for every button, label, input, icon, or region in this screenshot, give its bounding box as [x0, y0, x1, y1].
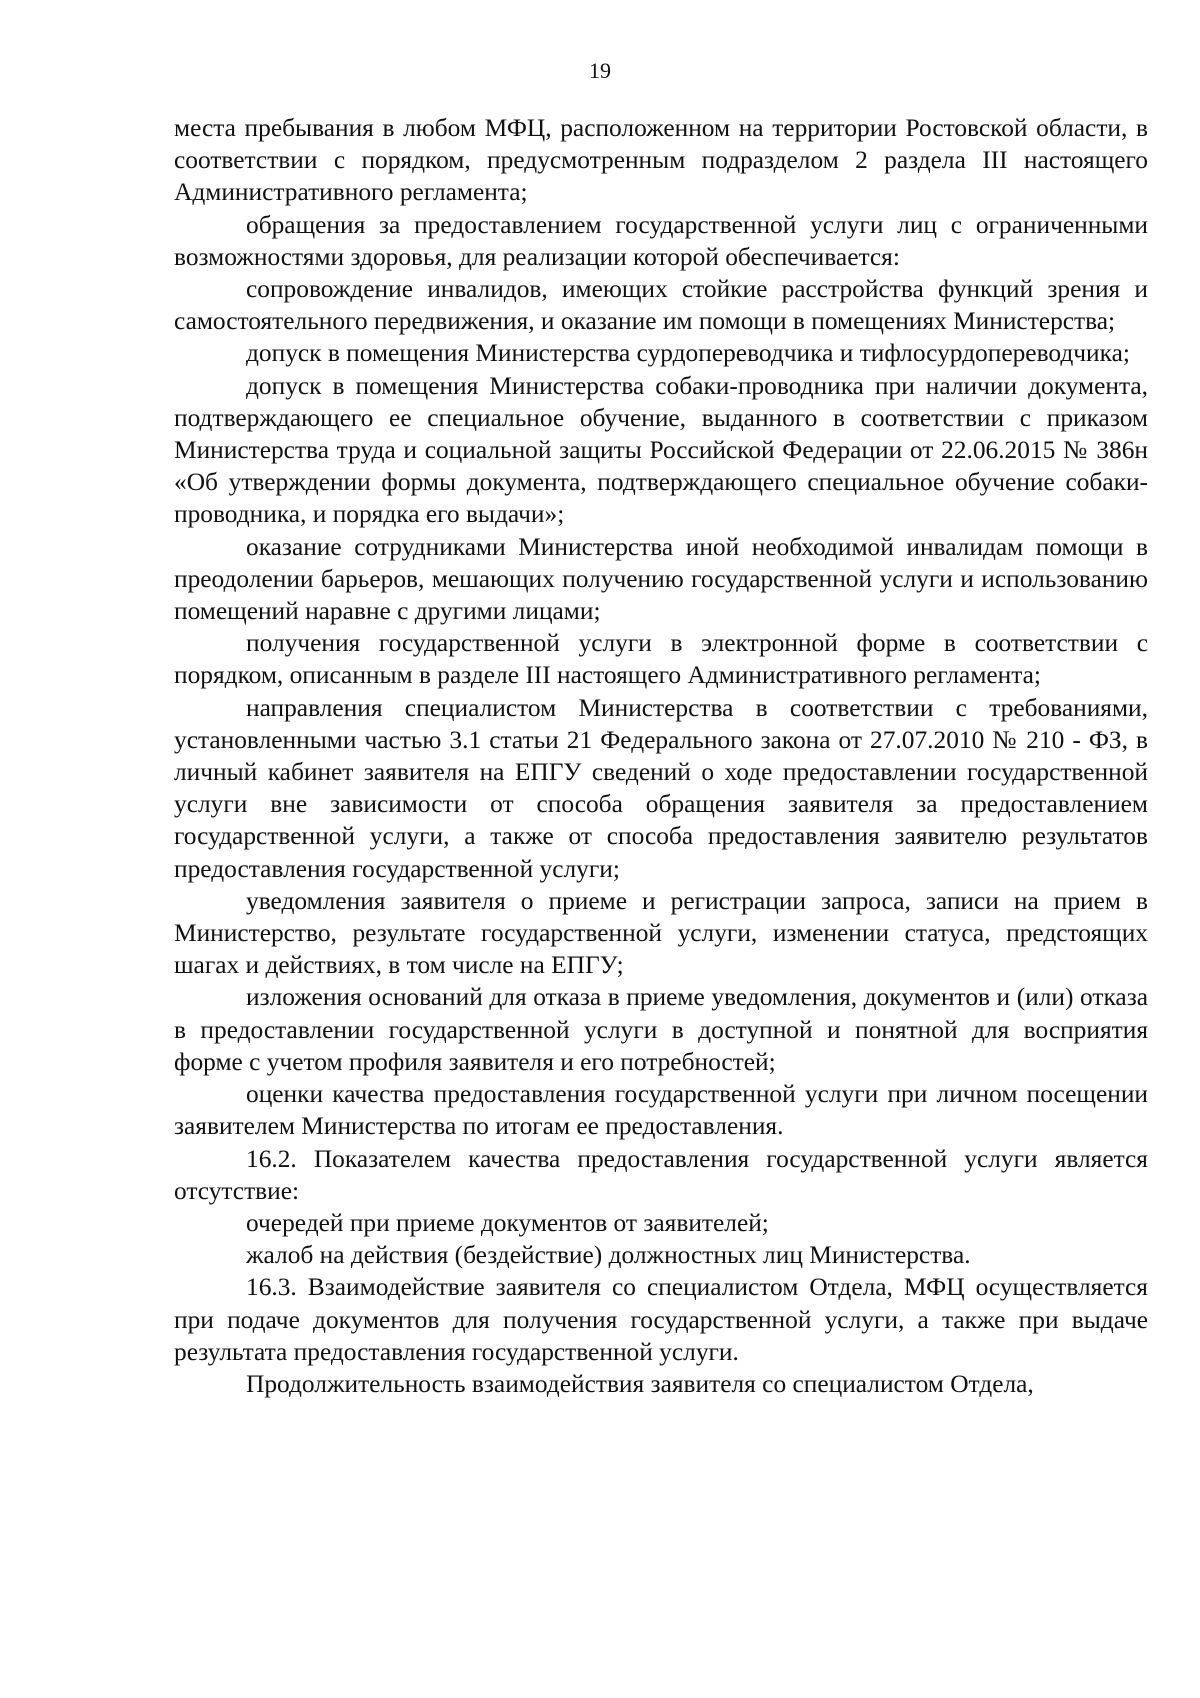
page-number: 19 — [589, 58, 611, 83]
paragraph: сопровождение инвалидов, имеющих стойкие расстройства функций зрения и самостоятельного передвижения, и оказание им помощи в помещениях Министерства; — [174, 275, 1148, 336]
paragraph: направления специалистом Министерства в соответствии с требованиями, установленными частью 3.1 статьи 21 Федерального закона от 27.07.2010 № 210 - ФЗ, в личный кабинет заявителя на ЕПГУ сведений о ходе предоставлении государственной услуги вне зависимости от способа обращения заявителя за предоставлением государственной услуги, а также от способа предоставления заявителю результатов предоставления государственной услуги; — [174, 693, 1148, 883]
paragraph: изложения оснований для отказа в приеме уведомления, документов и (или) отказа в предоставлении государственной услуги в доступной и понятной для восприятия форме с учетом профиля заявителя и его потребностей; — [174, 983, 1148, 1076]
paragraph: получения государственной услуги в электронной форме в соответствии с порядком, описанным в разделе III настоящего Административного регламента; — [174, 629, 1148, 690]
paragraph: 16.3. Взаимодействие заявителя со специалистом Отдела, МФЦ осуществляется при подаче документов для получения государственной услуги, а также при выдаче результата предоставления государственной услуги. — [174, 1273, 1148, 1366]
paragraph: очередей при приеме документов от заявителей; — [246, 1208, 769, 1237]
paragraph: места пребывания в любом МФЦ, расположенном на территории Ростовской области, в соответствии с порядком, предусмотренным подразделом 2 раздела III настоящего Административного регламента; — [174, 114, 1148, 207]
paragraph: оценки качества предоставления государственной услуги при личном посещении заявителем Министерства по итогам ее предоставления. — [174, 1080, 1148, 1141]
paragraph: оказание сотрудниками Министерства иной необходимой инвалидам помощи в преодолении барьеров, мешающих получению государственной услуги и использованию помещений наравне с другими лицами; — [174, 532, 1148, 626]
paragraph: Продолжительность взаимодействия заявителя со специалистом Отдела, — [246, 1369, 1034, 1398]
paragraph: допуск в помещения Министерства сурдопереводчика и тифлосурдопереводчика; — [246, 339, 1130, 368]
paragraph: допуск в помещения Министерства собаки-проводника при наличии документа, подтверждающего ее специальное обучение, выданного в соответствии с приказом Министерства труда и социальной защиты Российской Федерации от 22.06.2015 № 386н «Об утверждении формы документа, подтверждающего специальное обучение собаки-проводника, и порядка его выдачи»; — [174, 371, 1148, 529]
paragraph: жалоб на действия (бездействие) должностных лиц Министерства. — [246, 1241, 971, 1270]
paragraph: обращения за предоставлением государственной услуги лиц с ограниченными возможностями здоровья, для реализации которой обеспечивается: — [174, 210, 1148, 271]
body-text — [174, 112, 1148, 1400]
paragraph: 16.2. Показателем качества предоставления государственной услуги является отсутствие: — [174, 1144, 1148, 1205]
paragraph: уведомления заявителя о приеме и регистрации запроса, записи на прием в Министерство, результате государственной услуги, изменении статуса, предстоящих шагах и действиях, в том числе на ЕПГУ; — [174, 886, 1148, 980]
